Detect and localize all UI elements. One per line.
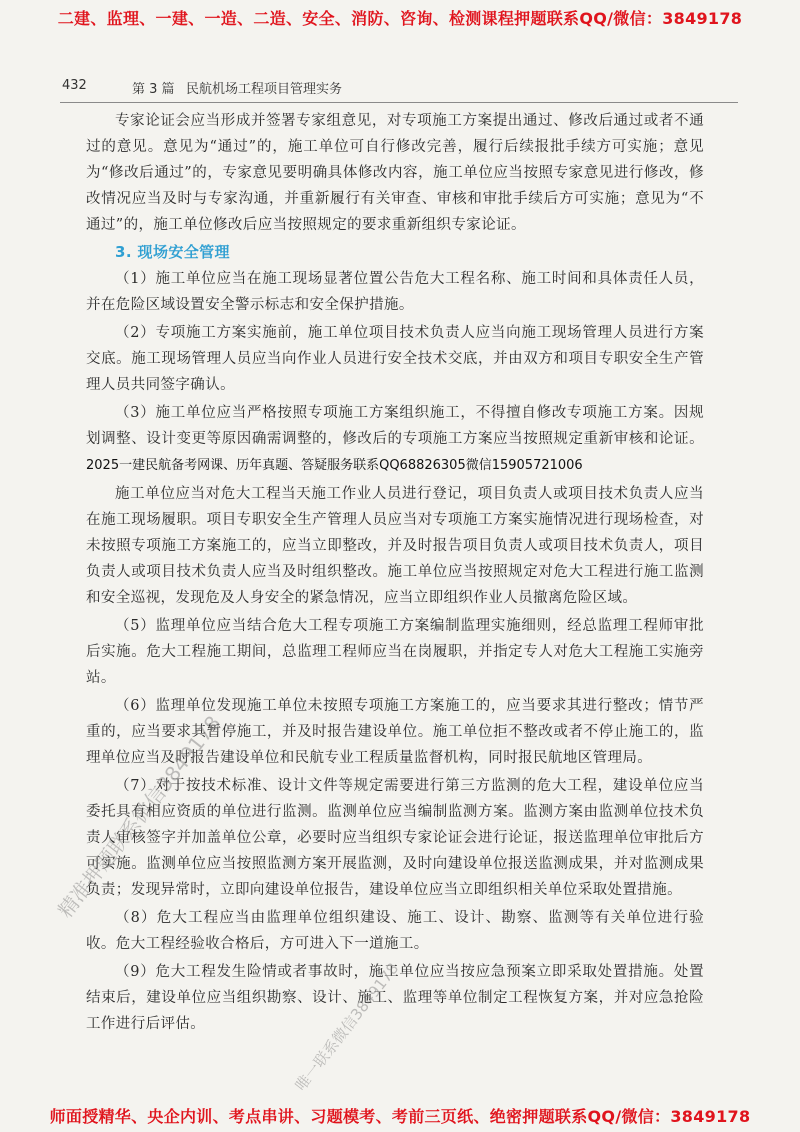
book-title: 民航机场工程项目管理实务 [186,82,343,97]
header-divider [60,102,738,103]
diagonal-watermark: 精准押题联系微信3849178 [53,711,226,923]
list-item-9: （9）危大工程发生险情或者事故时，施工单位应当按应急预案立即采取处置措施。处置结束后，建设单位应当组织勘察、设计、施工、监理等单位制定工程恢复方案，并对应急抢险工作进行后评估。 [86,964,704,1032]
list-item-8: （8）危大工程应当由监理单位组织建设、施工、设计、勘察、监测等有关单位进行验收。危大工程经验收合格后，方可进入下一道施工。 [86,910,704,952]
list-item-4: 施工单位应当对危大工程当天施工作业人员进行登记，项目负责人或项目技术负责人应当在施工现场履职。项目专职安全生产管理人员应当对专项施工方案实施情况进行现场检查，对未按照专项施工方案施工的，应当立即整改，并及时报告项目负责人或项目技术负责人，项目负责人或项目技术负责人应当及时组织整改。施工单位应当按照规定对危大工程进行施工监测和安全巡视，发现危及人身安全的紧急情况，应当立即组织作业人员撤离危险区域。 [86,486,704,606]
part-label: 第 3 篇 [132,82,175,97]
list-item-3 [86,400,704,479]
page-body [86,108,704,1039]
intro-paragraph: 专家论证会应当形成并签署专家组意见，对专项施工方案提出通过、修改后通过或者不通过的意见。意见为“通过”的，施工单位可自行修改完善，履行后续报批手续方可实施；意见为“修改后通过”的，专家意见要明确具体修改内容，施工单位应当按照专家意见进行修改，修改情况应当及时与专家沟通，并重新履行有关审查、审核和审批手续后方可实施；意见为“不通过”的，施工单位修改后应当按照规定的要求重新组织专家论证。 [86,113,704,233]
bottom-promo-banner: 师面授精华、央企内训、考点串讲、习题模考、考前三页纸、绝密押题联系QQ/微信：3849178 [49,1107,751,1126]
page-header [62,74,738,98]
list-item-3-text: （3）施工单位应当严格按照专项施工方案组织施工，不得擅自修改专项施工方案。因规划调整、设计变更等原因确需调整的，修改后的专项施工方案应当按照规定重新审核和论证。 [86,405,704,447]
inline-ad-text: 2025一建民航备考网课、历年真题、答疑服务联系QQ68826305微信15905721006 [86,458,583,473]
list-item-2: （2）专项施工方案实施前，施工单位项目技术负责人应当向施工现场管理人员进行方案交底。施工现场管理人员应当向作业人员进行安全技术交底，并由双方和项目专职安全生产管理人员共同签字确认。 [86,325,704,393]
list-item-7: （7）对于按技术标准、设计文件等规定需要进行第三方监测的危大工程，建设单位应当委托具有相应资质的单位进行监测。监测单位应当编制监测方案。监测方案由监测单位技术负责人审核签字并加盖单位公章，必要时应当组织专家论证会进行论证，报送监理单位审批后方可实施。监测单位应当按照监测方案开展监测，及时向建设单位报送监测成果，并对监测成果负责；发现异常时，立即向建设单位报告，建设单位应当立即组织相关单位采取处置措施。 [86,778,704,898]
diagonal-watermark-bottom: 唯一联系微信3849178 [291,959,403,1095]
section-heading: 3. 现场安全管理 [115,243,230,261]
page-number: 432 [62,78,87,93]
list-item-1: （1）施工单位应当在施工现场显著位置公告危大工程名称、施工时间和具体责任人员，并在危险区域设置安全警示标志和安全保护措施。 [86,271,704,313]
list-item-6: （6）监理单位发现施工单位未按照专项施工方案施工的，应当要求其进行整改；情节严重的，应当要求其暂停施工，并及时报告建设单位。施工单位拒不整改或者不停止施工的，监理单位应当及时报告建设单位和民航专业工程质量监督机构，同时报民航地区管理局。 [86,698,704,766]
top-promo-banner: 二建、监理、一建、一造、二造、安全、消防、咨询、检测课程押题联系QQ/微信：3849178 [57,9,743,28]
list-item-5: （5）监理单位应当结合危大工程专项施工方案编制监理实施细则，经总监理工程师审批后实施。危大工程施工期间，总监理工程师应当在岗履职，并指定专人对危大工程施工实施旁站。 [86,618,704,686]
